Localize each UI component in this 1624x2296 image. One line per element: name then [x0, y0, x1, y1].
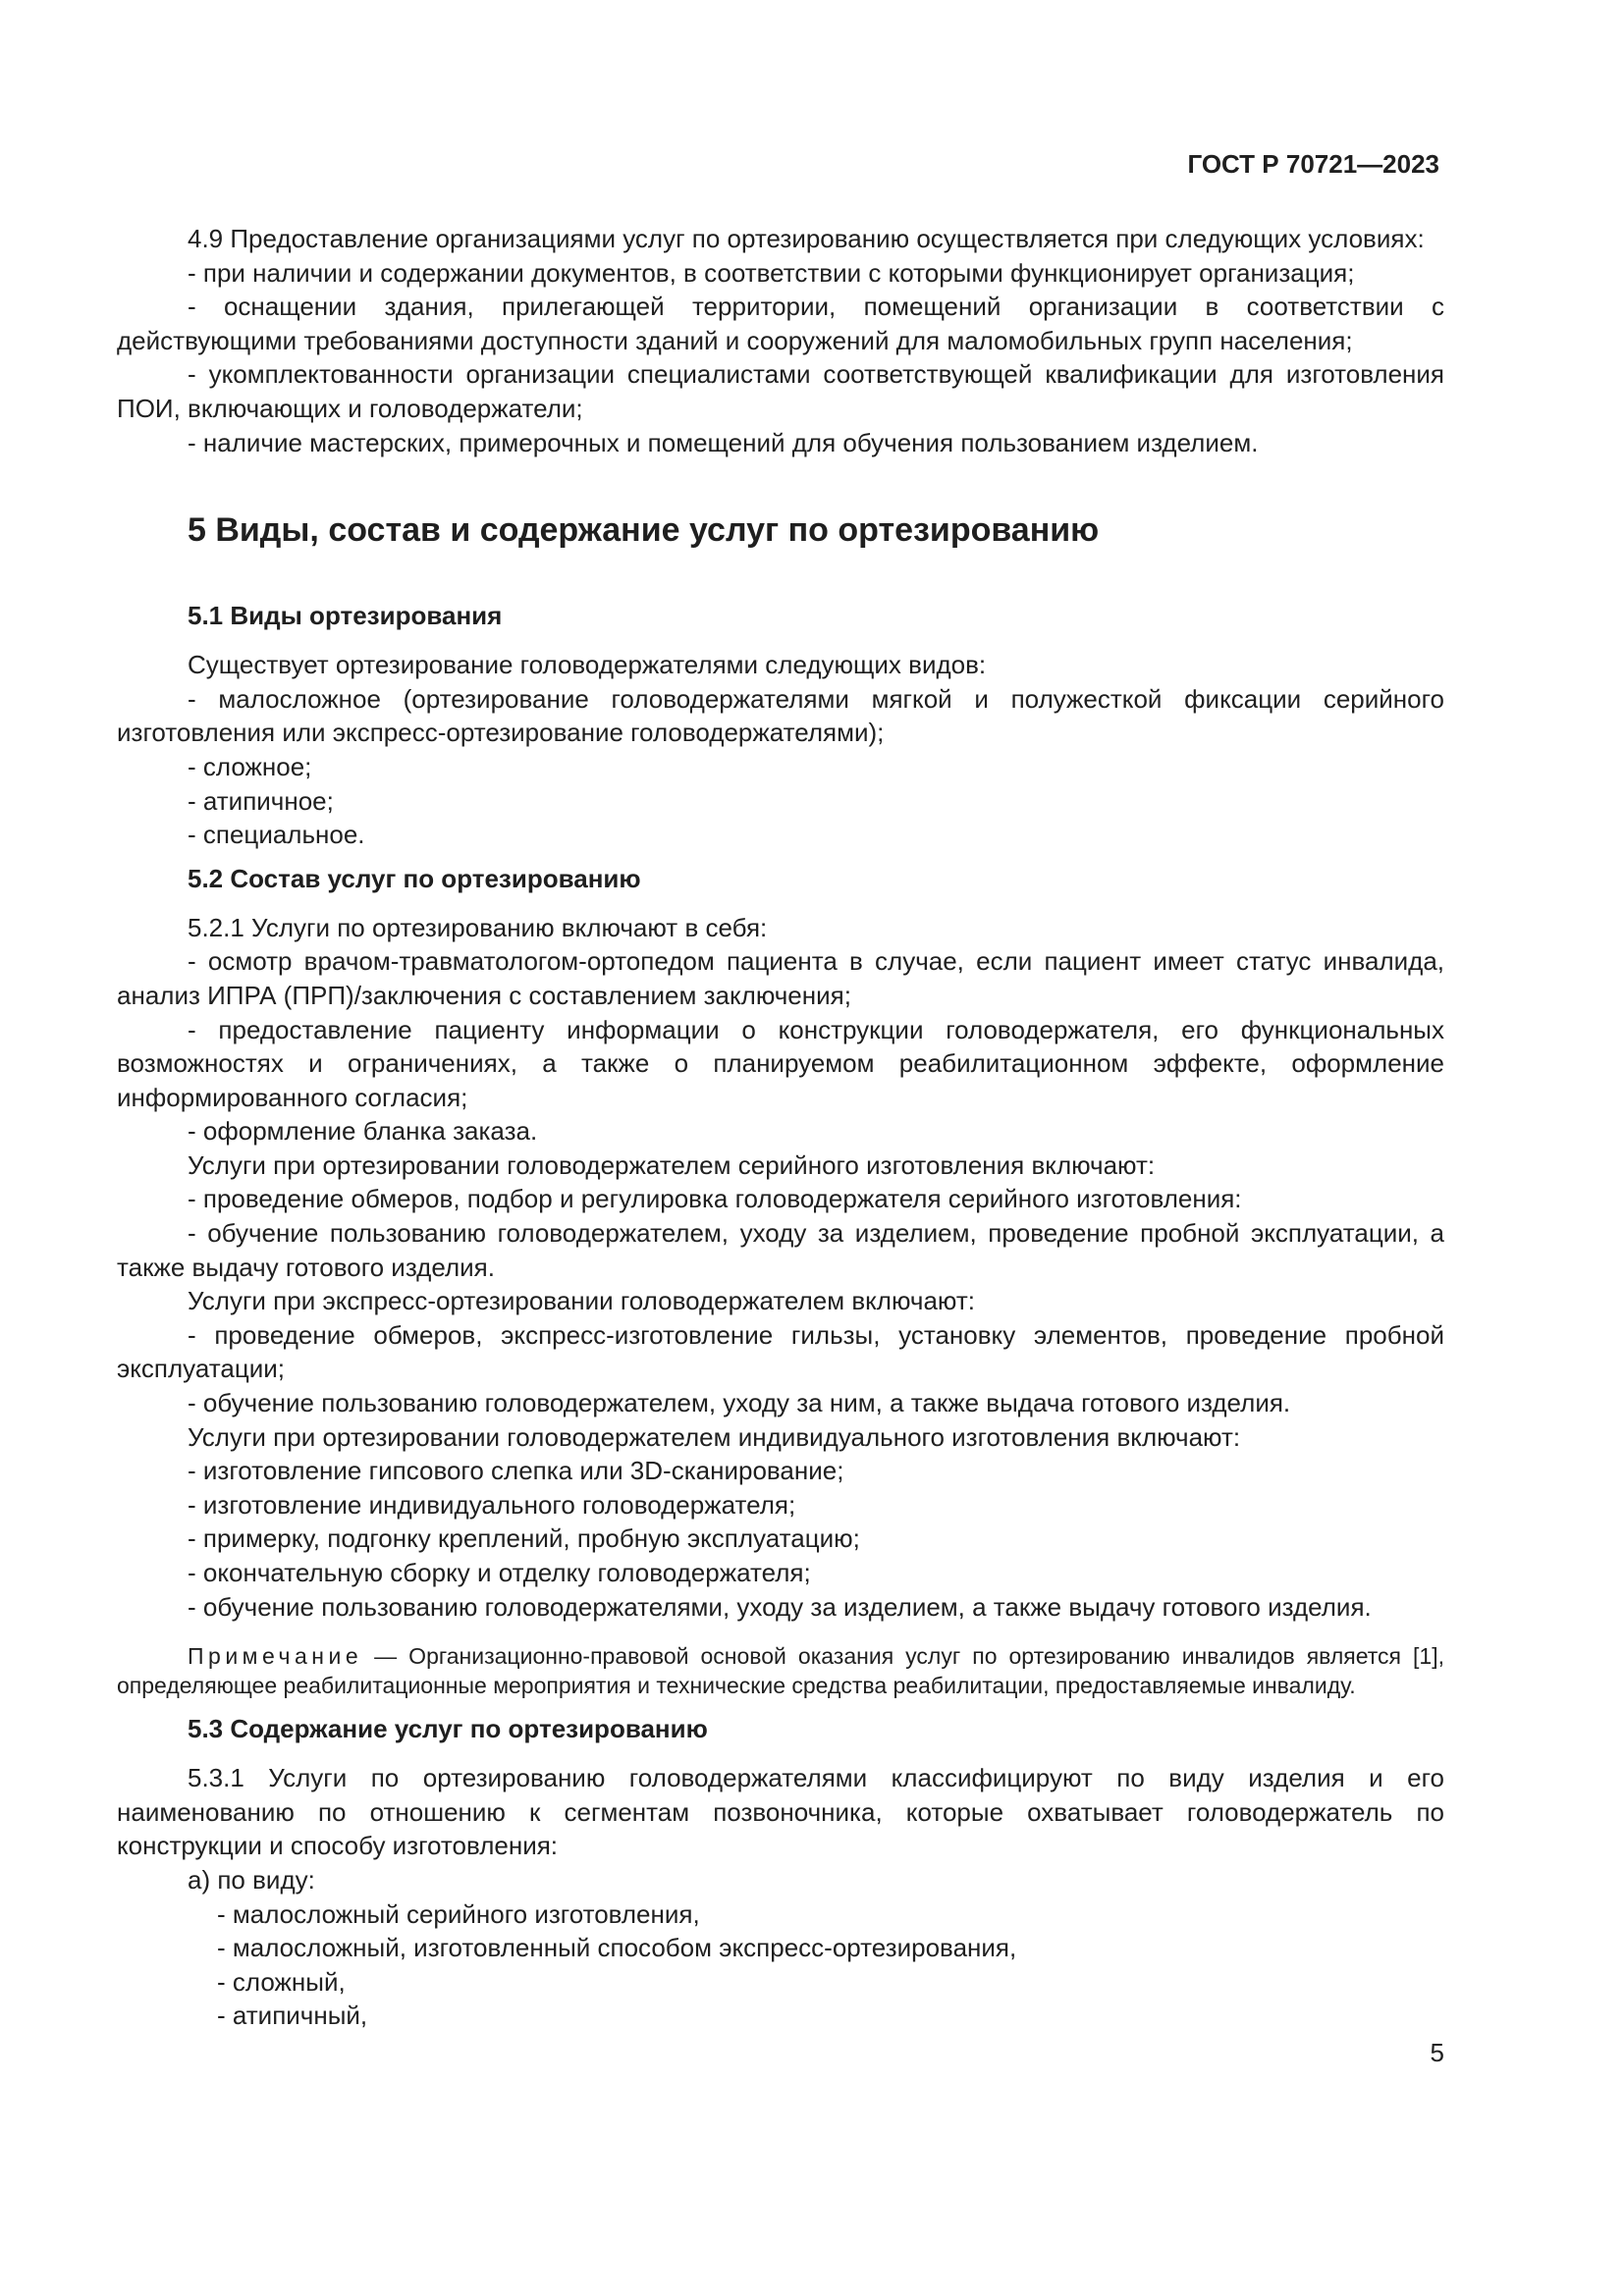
list-item: - изготовление гипсового слепка или 3D-сканирование; [188, 1456, 844, 1486]
document-body [117, 222, 1444, 2033]
list-item: - проведение обмеров, подбор и регулировка головодержателя серийного изготовления: [188, 1184, 1242, 1214]
list-item: - оформление бланка заказа. [188, 1116, 538, 1147]
list-item: - атипичный, [217, 2001, 368, 2031]
list-item: - проведение обмеров, экспресс-изготовление гильзы, установку элементов, проведение пробной эксплуатации; [117, 1319, 1444, 1384]
clause-5-3-1: 5.3.1 Услуги по ортезированию головодержателями классифицируют по виду изделия и его наименованию по отношению к сегментам позвоночника, которые охватывает головодержатель по конструкции и способу изготовления: [117, 1763, 1444, 1861]
list-item: - малосложное (ортезирование головодержателями мягкой и полужесткой фиксации серийного изготовления или экспресс-ортезирование головодержателями); [117, 683, 1444, 748]
clause-4-9-intro: 4.9 Предоставление организациями услуг по ортезированию осуществляется при следующих условиях: [188, 224, 1425, 253]
list-item: - при наличии и содержании документов, в соответствии с которыми функционирует организация; [188, 257, 1355, 288]
list-item: - изготовление индивидуального головодержателя; [188, 1489, 796, 1520]
list-item: - окончательную сборку и отделку головодержателя; [188, 1558, 811, 1587]
page-number: 5 [1430, 2038, 1444, 2067]
list-item: - специальное. [188, 820, 365, 850]
list-item: - сложный, [217, 1966, 346, 1997]
list-item: - обучение пользованию головодержателями, уходу за изделием, а также выдачу готового изделия. [188, 1591, 1372, 1622]
paragraph: Услуги при экспресс-ортезировании головодержателем включают: [188, 1286, 975, 1316]
list-item: - примерку, подгонку креплений, пробную эксплуатацию; [188, 1523, 860, 1554]
section-5-1-title: 5.1 Виды ортезирования [188, 601, 503, 631]
section-5-3-title: 5.3 Содержание услуг по ортезированию [188, 1714, 708, 1744]
list-item: - наличие мастерских, примерочных и помещений для обучения пользованием изделием. [188, 427, 1259, 457]
list-item: - укомплектованности организации специалистами соответствующей квалификации для изготовления ПОИ, включающих и головодержатели; [117, 359, 1444, 423]
list-item: - оснащении здания, прилегающей территории, помещений организации в соответствии с действующими требованиями доступности зданий и сооружений для маломобильных групп населения; [117, 292, 1444, 355]
section-5-title: 5 Виды, состав и содержание услуг по ортезированию [188, 511, 1100, 550]
list-item: - обучение пользованию головодержателем, уходу за ним, а также выдача готового изделия. [188, 1388, 1291, 1418]
section-5-2-title: 5.2 Состав услуг по ортезированию [188, 863, 641, 893]
note-label: Примечание [188, 1643, 363, 1670]
list-item: - малосложный, изготовленный способом экспресс-ортезирования, [217, 1933, 1017, 1963]
list-item: - обучение пользованию головодержателем, уходу за изделием, проведение пробной эксплуатации, а также выдачу готового изделия. [117, 1218, 1444, 1282]
document-code: ГОСТ Р 70721—2023 [1187, 149, 1439, 179]
sub-list-label: а) по виду: [188, 1864, 315, 1895]
list-item: - малосложный серийного изготовления, [217, 1898, 700, 1929]
note-text: — Организационно-правовой основой оказания услуг по ортезированию инвалидов является [1], определяющее реабилитационные мероприятия и технические средства реабилитации, предоставляемые инвалиду. [117, 1643, 1444, 1699]
paragraph: Услуги при ортезировании головодержателем индивидуального изготовления включают: [188, 1421, 1241, 1452]
clause-5-1-intro: Существует ортезирование головодержателями следующих видов: [188, 650, 987, 680]
paragraph: Услуги при ортезировании головодержателем серийного изготовления включают: [188, 1149, 1156, 1180]
list-item: - осмотр врачом-травматологом-ортопедом пациента в случае, если пациент имеет статус инвалида, анализ ИПРА (ПРП)/заключения с составлением заключения; [117, 946, 1444, 1010]
list-item: - атипичное; [188, 785, 334, 816]
clause-5-2-1: 5.2.1 Услуги по ортезированию включают в себя: [188, 912, 768, 942]
list-item: - предоставление пациенту информации о конструкции головодержателя, его функциональных возможностях и ограничениях, а также о планируемом реабилитационном эффекте, оформление информированного согласия; [117, 1014, 1444, 1112]
note [117, 1641, 1444, 1700]
list-item: - сложное; [188, 751, 312, 781]
